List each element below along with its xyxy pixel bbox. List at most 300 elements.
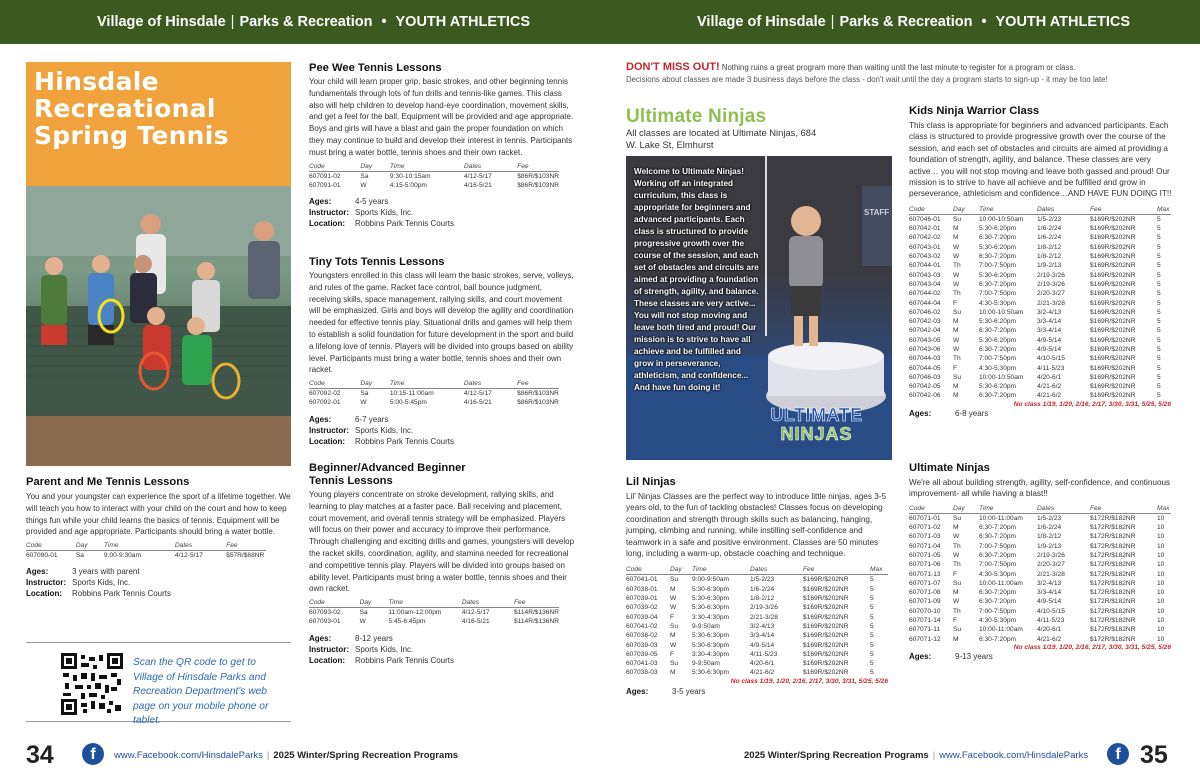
table-cell: 5:30-6:20pm [979,383,1017,391]
table-cell: 607071-14 [909,617,941,625]
table-cell: 2/20-3/27 [1037,561,1065,569]
ages-value: 8-12 years [355,633,393,643]
column-header: Day [360,163,389,172]
table-cell: $169R/$202NR [1090,271,1136,279]
table-cell: F [953,299,958,307]
table-cell: 10 [1157,617,1165,625]
table-cell: 3/2-4/13 [750,622,775,630]
table-cell: 607071-05 [909,552,941,559]
table-cell: 1/5-2/23 [750,576,775,584]
alert-text: Nothing ruins a great program more than waiting until the last minute to register for a program or class. [719,63,1076,72]
table-cell: 607039-05 [626,650,658,658]
column-header: Fee [517,380,559,389]
table-row [909,308,1171,317]
table-row [909,560,1171,569]
table-cell: $172R/$182NR [1090,533,1136,541]
table-cell: 5:30-6:20pm [979,243,1017,251]
table-cell: 607044-05 [909,364,941,372]
page-number: 34 [26,741,54,769]
table-cell: W [953,346,960,353]
table-cell: 9-9:50am [692,660,720,668]
column-header: Day [76,542,104,551]
table-cell: 1/6-2/24 [1037,234,1062,242]
table-cell: 7:00-7:50pm [979,355,1017,363]
table-cell: 607043-06 [909,346,941,353]
column-header: Dates [750,566,803,575]
table-cell: 607042-05 [909,383,941,391]
table-row [909,382,1171,391]
facebook-link[interactable]: www.Facebook.com/HinsdaleParks [939,750,1089,761]
table-cell: 607043-01 [909,243,941,251]
table-cell: 10 [1157,579,1165,587]
table-cell: 7:00-7:50pm [979,290,1017,298]
table-cell: 4/9-5/14 [1037,346,1062,353]
column-header: Fee [1090,505,1157,514]
table-cell: F [670,613,675,621]
table-row [909,271,1171,280]
table-cell: 607044-03 [909,355,941,363]
no-class-note: No class 1/19, 1/20, 2/16, 2/17, 3/30, 3/31, 5/25, 5/26 [1013,643,1171,651]
ages-label: Ages: [309,197,332,207]
ages-value: 6-7 years [355,414,389,424]
table-cell: 607038-02 [626,632,658,640]
table-row [909,588,1171,597]
table-cell: 607071-12 [909,635,941,643]
table-cell: Su [953,626,962,634]
table-row [309,608,559,618]
table-row [909,336,1171,345]
table-cell: $169R/$202NR [1090,290,1136,298]
table-cell: 607038-03 [626,669,658,677]
table-cell: 607046-02 [909,308,941,316]
section-desc: Lil' Ninjas Classes are the perfect way to introduce little ninjas, ages 3-5 years old, to the fun of tackling obstacles! Classes focus on developing coordination and strength through skills such as balancing, hanging, jumping, climbing and running, while instilling self-confidence and teamwork in a safe and positive environment. Classes are 50 minutes long, including a warm-up, obstacle coaching and technique. [626,492,887,559]
table-cell: Su [670,622,679,630]
location-label: Location: [309,219,345,229]
table-cell: 5 [1157,392,1161,400]
table-cell: $169R/$202NR [1090,215,1136,223]
table-cell: 607044-01 [909,262,941,270]
ninja-photo [626,156,892,460]
table-cell: 3:30-4:30pm [692,650,730,658]
table-cell: $169R/$202NR [803,595,849,603]
table-cell: 9:00-9:30am [103,552,141,560]
table-cell: 3/3-4/14 [750,632,775,640]
table-cell: 9:00-9:50am [692,576,730,584]
table-cell: 5:00-5:45pm [389,399,427,407]
table-row [909,243,1171,252]
column-header: Time [104,542,175,551]
table-cell: 607043-04 [909,280,941,288]
program-label: 2025 Winter/Spring Recreation Programs [744,750,929,761]
table-cell: 5 [1157,280,1161,288]
table-cell: 5:30-6:30pm [692,669,730,677]
table-cell: 5 [870,576,874,584]
table-row [909,364,1171,373]
location-row [309,436,575,447]
table-cell: 4/10-5/15 [1037,607,1065,615]
class-meta [26,566,291,599]
table-cell: 5 [1157,383,1161,391]
table-cell: $169R/$202NR [1090,299,1136,307]
table-cell: 1/5-2/23 [1037,215,1062,223]
table-cell: Th [953,561,961,569]
table-cell: 5 [870,585,874,593]
table-cell: $172R/$182NR [1090,589,1136,597]
table-cell: 607041-01 [626,576,658,584]
table-cell: 607042-02 [909,234,941,242]
table-cell: 4/16-5/21 [463,399,492,407]
table-cell: $172R/$182NR [1090,617,1136,625]
table-cell: $169R/$202NR [803,604,849,612]
table-cell: 5:45-6:45pm [388,618,426,626]
table-cell: 5 [1157,364,1161,372]
section-title: Tiny Tots Tennis Lessons [309,256,445,268]
hero-title-line: Recreational [34,94,216,123]
table-cell: $169R/$202NR [803,660,849,668]
table-cell: 1/8-2/12 [1037,243,1062,251]
table-cell: 4:30-5:30pm [979,617,1017,625]
table-cell: $169R/$202NR [803,669,849,677]
table-cell: 5:30-6:20pm [979,271,1017,279]
instructor-value: Sports Kids, Inc. [72,578,131,588]
table-cell: 1/6-2/24 [1037,524,1062,532]
table-cell: W [953,271,960,279]
table-cell: Th [953,355,961,363]
table-cell: 7:00-7:50pm [979,262,1017,270]
table-cell: $169R/$202NR [1090,373,1136,381]
table-cell: 6:30-7:20pm [979,598,1017,606]
facebook-icon[interactable]: f [1107,743,1129,765]
table-cell: 10 [1157,589,1165,597]
table-cell: W [953,533,960,541]
table-cell: $169R/$202NR [803,641,849,649]
table-cell: 6:30-7:20pm [979,552,1017,559]
table-cell: 7:00-7:50pm [979,561,1017,569]
column-header: Time [692,566,750,575]
table-cell: W [953,552,960,559]
table-row [909,607,1171,616]
section-desc: Young players concentrate on stroke development, rallying skills, and learning to play matches at a faster pace. Ball receiving and placement, court movement, and overall tennis strategy will be emphasized. Players will focus on their power and accuracy to improve their performance. Through challenging and exciting drills and games, youngsters will develop the racket skills, coordination, agility, and stamina needed for recreational and competitive tennis play. Players will be divided into groups based on ability level. Participants must bring a water bottle, tennis shoes and their own racket. [309,490,575,594]
table-cell: 5 [870,650,874,658]
table-cell: $172R/$182NR [1090,514,1136,522]
table-cell: 4/11-5/23 [750,650,778,658]
table-row [309,181,559,190]
table-cell: 607042-04 [909,327,941,335]
table-cell: W [670,604,677,612]
instructor-value: Sports Kids, Inc. [355,425,414,435]
column-header: Code [309,163,360,172]
schedule-table [626,566,888,677]
table-cell: M [670,632,676,640]
column-header: Day [953,206,979,215]
column-header: Max [870,566,888,575]
table-cell: 5 [870,595,874,603]
section-desc: You and your youngster can experience the sport of a lifetime together. We will teach you how to interact with your child on the court and how to keep things fun while your child learns the basics of tennis. Equipment will be provided and age appropriate. Participants should bring a water bottle. [26,492,291,537]
column-header: Code [26,542,76,551]
ages-label: Ages: [909,651,932,661]
table-cell: M [953,225,959,233]
qr-box [26,642,291,727]
table-row [626,668,888,677]
table-cell: W [670,595,677,603]
table-header-row [626,566,888,575]
alert-line [626,62,1186,74]
table-cell: M [953,524,959,532]
table-cell: 607046-01 [909,215,941,223]
table-row [626,650,888,659]
header-section: YOUTH ATHLETICS [395,14,531,30]
table-cell: 3/3-4/14 [1037,589,1062,597]
column-header: Dates [175,542,226,551]
column-header: Code [909,505,953,514]
table-cell: 10 [1157,533,1165,541]
column-header: Fee [803,566,870,575]
instructor-row [309,425,575,436]
table-cell: 10 [1157,635,1165,643]
table-cell: 6:30-7:20pm [979,533,1017,541]
table-cell: $172R/$182NR [1090,561,1136,569]
table-cell: 2/20-3/27 [1037,290,1065,298]
table-cell: Su [953,215,962,223]
schedule-table [309,380,559,408]
table-cell: 2/21-3/28 [1037,299,1065,307]
table-cell: $169R/$202NR [803,585,849,593]
table-cell: 607070-10 [909,607,941,615]
table-row [909,625,1171,634]
section-title: Pee Wee Tennis Lessons [309,62,442,74]
table-cell: 1/8-2/12 [750,595,775,603]
logo-bottom: NINJAS [780,424,853,444]
alert-banner [626,62,1186,85]
table-row [909,532,1171,541]
table-cell: 607071-01 [909,514,941,522]
table-cell: Su [953,579,962,587]
schedule-table [909,505,1171,644]
ages-value: 4-5 years [355,197,389,207]
table-row [909,354,1171,363]
kids-ninja-section [909,105,1175,419]
table-row [909,635,1171,644]
location-label: Location: [26,589,62,599]
table-cell: 5 [1157,327,1161,335]
pee-wee-section [309,62,575,229]
location-value: Robbins Park Tennis Courts [355,436,455,446]
table-cell: 4/21-6/2 [750,669,775,677]
footer: 2025 Winter/Spring Recreation Programs | www.Facebook.com/HinsdaleParks [744,750,1089,761]
column-header: Day [360,599,389,608]
table-row [626,594,888,603]
table-cell: $169R/$202NR [803,622,849,630]
table-cell: 10 [1157,514,1165,522]
table-cell: $169R/$202NR [803,632,849,640]
table-cell: $172R/$182NR [1090,570,1136,578]
schedule-table [309,599,559,627]
column-header: Time [979,206,1037,215]
table-cell: 607039-04 [626,613,658,621]
table-cell: 607041-03 [626,660,658,668]
table-cell: 5 [870,622,874,630]
table-cell: $169R/$202NR [1090,234,1136,242]
table-row [909,280,1171,289]
table-cell: 1/5-2/23 [1037,514,1062,522]
table-cell: 1/9-2/13 [1037,262,1062,270]
qr-code[interactable] [61,653,123,715]
table-cell: M [670,585,676,593]
table-cell: 607071-02 [909,524,941,532]
table-cell: 607091-01 [309,181,341,189]
table-cell: F [953,364,958,372]
schedule-table [309,163,559,191]
column-header: Day [953,505,979,514]
header-section: YOUTH ATHLETICS [995,14,1131,30]
table-cell: $169R/$202NR [1090,355,1136,363]
table-cell: 607042-01 [909,225,941,233]
table-cell: $172R/$182NR [1090,552,1136,559]
table-row [909,523,1171,532]
table-cell: 4/20-6/1 [750,660,775,668]
table-cell: 607091-02 [309,172,341,180]
table-cell: $172R/$182NR [1090,626,1136,634]
table-cell: 5:30-6:30pm [692,595,730,603]
table-cell: 5 [1157,262,1161,270]
class-meta [309,196,575,229]
table-cell: 5 [1157,318,1161,326]
table-cell: $169R/$202NR [1090,243,1136,251]
table-cell: 5 [870,641,874,649]
table-cell: 607041-02 [626,622,658,630]
location-row [309,218,575,229]
table-cell: 10 [1157,542,1165,550]
table-header-row [309,599,559,608]
table-cell: 5 [1157,290,1161,298]
table-cell: 4/16-5/21 [461,618,490,626]
header-dept: Parks & Recreation [239,14,373,30]
table-cell: 9-9:50am [692,622,720,630]
section-title: Ultimate Ninjas [909,462,990,474]
table-cell: $169R/$202NR [1090,336,1136,344]
table-cell: 607044-02 [909,290,941,298]
table-cell: $114R/$136NR [514,609,559,617]
ages-row [626,686,892,697]
table-cell: $169R/$202NR [1090,346,1136,353]
table-cell: 10:00-11:00am [979,514,1023,522]
column-header: Time [979,505,1037,514]
instructor-label: Instructor: [309,644,349,654]
table-cell: 1/6-2/24 [750,585,775,593]
table-row [626,613,888,622]
facebook-icon[interactable]: f [82,743,104,765]
header-brand: Village of Hinsdale [97,14,226,30]
table-row [309,171,559,181]
location-value: Robbins Park Tennis Courts [355,655,455,665]
table-cell: 607042-06 [909,392,941,400]
section-title: Beginner/Advanced Beginner Tennis Lessons [309,462,466,487]
table-cell: $172R/$182NR [1090,579,1136,587]
table-cell: F [953,570,958,578]
instructor-value: Sports Kids, Inc. [355,208,414,218]
table-header-row [26,542,266,551]
table-cell: $169R/$202NR [1090,308,1136,316]
column-header: Day [360,380,389,389]
table-cell: 5 [870,604,874,612]
table-cell: M [953,318,959,326]
table-cell: 5 [1157,234,1161,242]
table-cell: 4/9-5/14 [750,641,775,649]
table-cell: 10:00-11:00am [979,626,1023,634]
table-cell: 607071-04 [909,542,941,550]
lil-ninjas-section [626,476,892,697]
table-row [909,252,1171,261]
table-cell: 4/12-5/17 [174,552,203,560]
table-cell: $169R/$202NR [1090,392,1136,400]
table-cell: 4:15-5:00pm [389,181,427,189]
table-cell: Th [953,262,961,270]
table-cell: Th [953,290,961,298]
table-cell: 607090-01 [26,552,58,560]
table-row [909,391,1171,400]
table-cell: 607071-06 [909,561,941,569]
table-cell: M [953,589,959,597]
ages-value: 3-5 years [672,686,706,696]
table-cell: Sa [360,172,369,180]
table-cell: 5 [870,660,874,668]
table-row [909,317,1171,326]
table-row [909,597,1171,606]
class-meta [309,414,575,447]
logo-top: ULTIMATE [770,405,863,425]
table-cell: Su [953,308,962,316]
instructor-row [26,577,291,588]
table-row [909,513,1171,523]
ages-value: 3 years with parent [72,567,140,577]
column-header: Fee [514,599,559,608]
table-cell: 4/12-5/17 [463,390,492,398]
table-row [909,214,1171,224]
table-cell: $169R/$202NR [1090,318,1136,326]
section-desc: Your child will learn proper grip, basic strokes, and other beginning tennis fundamentals through lots of fun drills and tennis-like games. This class also will help children to develop hand-eye coordination, movement skills, and get a feel for the ball. Equipment will be provided and age appropriate. Boys and girls will have a blast and gain the proper foundation on which they may continue to build and develop their interest in tennis. Participants must bring a water bottle, tennis shoes and their own racket. [309,77,574,157]
table-cell: 2/19-3/26 [1037,552,1065,559]
table-cell: Th [953,607,961,615]
table-cell: 5 [1157,308,1161,316]
table-cell: 5:30-6:20pm [979,225,1017,233]
table-cell: 607071-13 [909,570,941,578]
table-cell: 607039-01 [626,595,658,603]
table-cell: M [953,383,959,391]
table-cell: $169R/$202NR [803,650,849,658]
table-cell: 5 [1157,299,1161,307]
column-header: Time [390,380,464,389]
table-row [309,617,559,626]
table-cell: W [953,336,960,344]
table-cell: 4/16-5/21 [463,181,492,189]
table-cell: 5 [870,669,874,677]
column-header: Dates [1037,206,1090,215]
table-cell: 4/9-5/14 [1037,336,1062,344]
table-row [626,622,888,631]
table-cell: 4/21-6/2 [1037,383,1062,391]
ages-row [309,633,575,644]
facebook-link[interactable]: www.Facebook.com/HinsdaleParks [114,750,263,761]
table-cell: 3/2-4/13 [1037,308,1062,316]
table-header-row [309,380,559,389]
table-cell: M [953,234,959,242]
table-cell: 4/11-5/23 [1037,617,1065,625]
table-cell: 5 [1157,215,1161,223]
instructor-label: Instructor: [309,425,349,435]
schedule-table [26,542,266,560]
hero-title-line: Hinsdale [34,67,159,96]
table-cell: 7:00-7:50pm [979,607,1017,615]
